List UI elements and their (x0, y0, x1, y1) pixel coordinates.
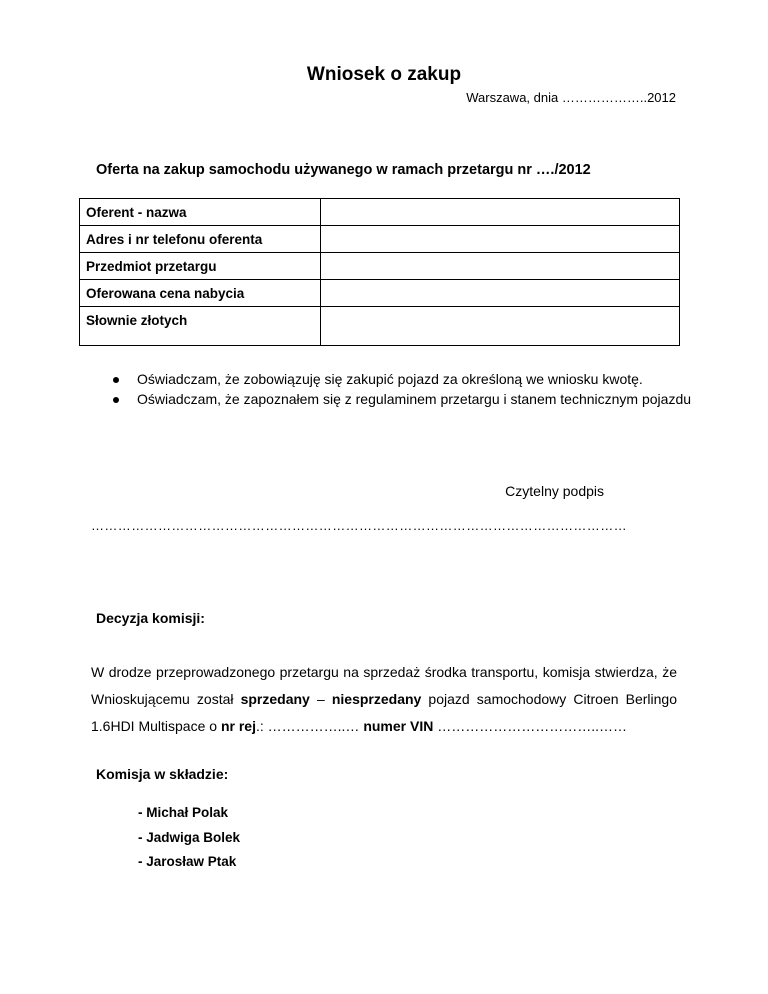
vin-value: ……………………………..…… (433, 718, 627, 734)
row-label: Oferent - nazwa (80, 199, 321, 226)
table-row (80, 199, 680, 226)
row-value[interactable] (321, 199, 680, 226)
row-value[interactable] (321, 307, 680, 346)
row-label: Przedmiot przetargu (80, 253, 321, 280)
table-row (80, 226, 680, 253)
declarations-list (96, 370, 721, 409)
table-row (80, 307, 680, 346)
row-value[interactable] (321, 280, 680, 307)
signature-line: ………………………………………………………………………………………………………… (91, 518, 627, 533)
sold-option: sprzedany (240, 691, 310, 707)
option-separator: – (309, 691, 332, 707)
offer-heading: Oferta na zakup samochodu używanego w ramach przetargu nr …./2012 (96, 162, 591, 178)
list-item: - Michał Polak (138, 805, 229, 820)
not-sold-option: niesprzedany (331, 691, 422, 707)
page-title: Wniosek o zakup (306, 64, 462, 85)
table-row (80, 280, 680, 307)
registration-value: .: ……………..… (255, 718, 364, 734)
row-label: Słownie złotych (80, 307, 321, 346)
row-value[interactable] (321, 253, 680, 280)
list-item: - Jadwiga Bolek (138, 829, 241, 845)
decision-text (91, 659, 677, 740)
row-value[interactable] (321, 226, 680, 253)
committee-heading: Komisja w składzie: (96, 766, 229, 782)
row-label: Oferowana cena nabycia (80, 280, 321, 307)
table-row (80, 253, 680, 280)
list-item: Oświadczam, że zobowiązuję się zakupić pojazd za określoną we wniosku kwotę. (137, 370, 721, 390)
signature-label: Czytelny podpis (505, 483, 604, 499)
decision-heading: Decyzja komisji: (96, 610, 205, 626)
decision-text-part1: W drodze przeprowadzonego przetargu na sprzedaż środka transportu, komisja stwierdza, że Wnioskującemu został (91, 664, 677, 707)
registration-label: nr rej (220, 718, 256, 734)
committee-members (138, 805, 240, 879)
row-label: Adres i nr telefonu oferenta (80, 226, 321, 253)
list-item: - Jarosław Ptak (138, 854, 237, 869)
offer-table (79, 198, 680, 346)
date-line: Warszawa, dnia ………………..2012 (466, 90, 676, 105)
vin-label: numer VIN (363, 718, 434, 734)
decision-text-part2: pojazd samochodowy Citroen Berlingo 1.6HDI Multispace o (91, 691, 677, 734)
list-item: Oświadczam, że zapoznałem się z regulaminem przetargu i stanem technicznym pojazdu (137, 390, 721, 410)
